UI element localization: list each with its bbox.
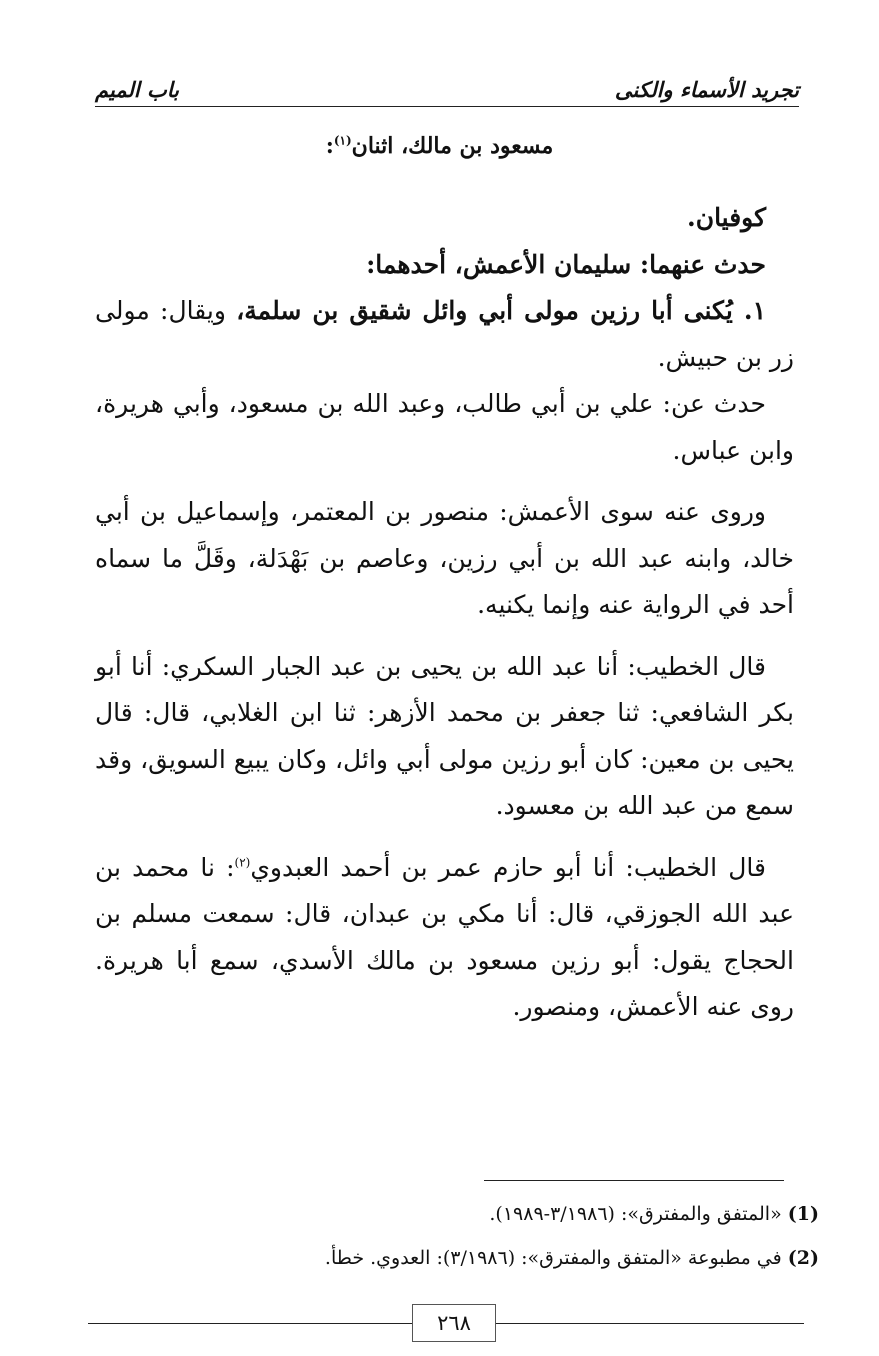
paragraph-3 bbox=[95, 288, 794, 381]
paragraph-7-before: قال الخطيب: أنا أبو حازم عمر بن أحمد العبدوي bbox=[250, 852, 766, 882]
paragraph-3-bold: ١. يُكنى أبا رزين مولى أبي وائل شقيق بن سلمة، bbox=[236, 296, 766, 325]
paragraph-4: حدث عن: علي بن أبي طالب، وعبد الله بن مسعود، وأبي هريرة، وابن عباس. bbox=[95, 389, 794, 465]
paragraph-7-after: : نا محمد بن عبد الله الجوزقي، قال: أنا مكي بن عبدان، قال: سمعت مسلم بن الحجاج يقول: أبو رزين مسعود بن مالك الأسدي، سمع أبا هريرة. روى عنه الأعمش، ومنصور. bbox=[95, 852, 794, 1021]
footnote-separator bbox=[484, 1180, 784, 1181]
paragraph-3-rest: ويقال: مولى زر بن حبيش. bbox=[95, 296, 794, 372]
entry-title bbox=[0, 133, 879, 159]
footnote-ref-2: (٢) bbox=[234, 855, 251, 870]
footnote-2 bbox=[95, 1237, 819, 1281]
footnote-1-text: «المتفق والمفترق»: (٣/١٩٨٦-١٩٨٩). bbox=[489, 1203, 782, 1225]
footnote-2-number: (2) bbox=[787, 1246, 819, 1269]
footnote-2-text: في مطبوعة «المتفق والمفترق»: (٣/١٩٨٦): العدوي. خطأ. bbox=[324, 1246, 782, 1269]
entry-title-text: مسعود بن مالك، اثنان bbox=[351, 133, 554, 159]
book-title: تجريد الأسماء والكنى bbox=[614, 77, 799, 102]
paragraph-2-text: حدث عنهما: سليمان الأعمش، أحدهما: bbox=[366, 249, 766, 279]
main-text bbox=[95, 195, 794, 1031]
footnotes bbox=[95, 1193, 819, 1280]
entry-title-colon: : bbox=[325, 133, 334, 159]
footnote-1-number: (1) bbox=[787, 1203, 819, 1225]
footnote-ref-1: (١) bbox=[333, 133, 352, 148]
paragraph-5: وروى عنه سوى الأعمش: منصور بن المعتمر، وإسماعيل بن أبي خالد، وابنه عبد الله بن أبي رزين، وعاصم بن بَهْدَلة، وقَلَّ ما سماه أحد في الرواية عنه وإنما يكنيه. bbox=[95, 497, 794, 619]
paragraph-7 bbox=[95, 845, 794, 1031]
page-number: ٢٦٨ bbox=[412, 1304, 496, 1342]
footnote-1 bbox=[95, 1193, 819, 1237]
chapter-title: باب الميم bbox=[95, 77, 180, 102]
paragraph-6: قال الخطيب: أنا عبد الله بن يحيى بن عبد الجبار السكري: أنا أبو بكر الشافعي: ثنا جعفر بن محمد الأزهر: ثنا ابن الغلابي، قال: قال يحيى بن معين: كان أبو رزين مولى أبي وائل، وكان يبيع السويق، وقد سمع من عبد الله بن معسود. bbox=[95, 651, 794, 820]
paragraph-1: كوفيان. bbox=[687, 203, 766, 232]
paragraph-2 bbox=[95, 242, 794, 289]
running-head bbox=[95, 70, 799, 107]
